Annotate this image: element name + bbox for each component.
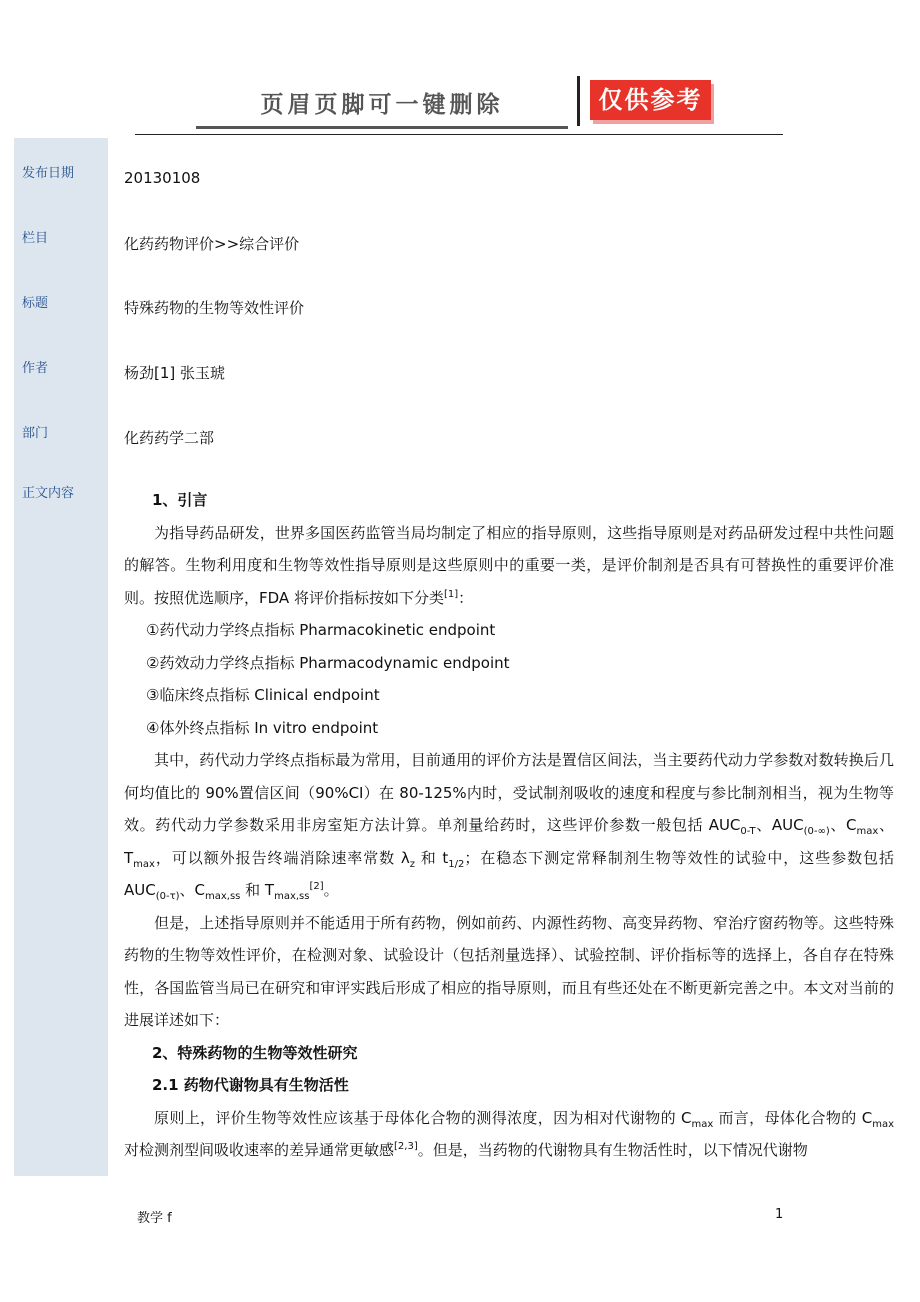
section-heading-2: 2、特殊药物的生物等效性研究 [152,1043,358,1062]
list-item: ①药代动力学终点指标 Pharmacokinetic endpoint [146,621,496,639]
field-value-title: 特殊药物的生物等效性评价 [124,299,305,317]
list-item: ②药效动力学终点指标 Pharmacodynamic endpoint [146,653,510,672]
list-item: ④体外终点指标 In vitro endpoint [146,718,379,737]
field-value-dept: 化药药学二部 [124,429,215,447]
field-label-body: 正文内容 [22,486,75,501]
article-body [124,484,894,1167]
field-label-author: 作者 [22,361,49,376]
paragraph-metabolites: 原则上，评价生物等效性应该基于母体化合物的测得浓度，因为相对代谢物的 $C_{max}$ 而言，母体化合物的 $C_{max}$ 对检测剂型间吸收速率的差异通常更敏感[2,3]。但是，当药物的代谢物具有生物活性时，以下情况代谢物 [124,1108,894,1159]
field-value-column: 化药药物评价>>综合评价 [124,235,300,253]
field-label-column: 栏目 [22,231,49,246]
reference-stamp: 仅供参考 [590,80,711,120]
field-value-author: 杨劲[1] 张玉琥 [124,364,226,382]
list-item: ③临床终点指标 Clinical endpoint [146,686,380,704]
paragraph-pk-parameters: 其中，药代动力学终点指标最为常用，目前通用的评价方法是置信区间法，当主要药代动力学参数对数转换后几何均值比的 90%置信区间（90%CI）在 80-125%内时，受试制剂吸收的速度和程度与参比制剂相当，视为生物等效。药代动力学参数采用非房室矩方法计算。单剂量给药时，这些评价参数一般包括 $AUC_{0-T}$、$AUC_{(0-\infty)}$、$C_{max}$、$T_{max}$，可以额外报告终端消除速率常数 $\lambda_z$ 和 $t_{1/2}$；在稳态下测定常释制剂生物等效性的试验中，这些参数包括 $AUC_{(0-\tau)}$、$C_{max,ss}$ 和 $T_{max,ss}[2]$。 [124,751,894,902]
field-label-dept: 部门 [22,426,49,441]
footer-text: 教学 f [137,1211,172,1226]
header-banner-title: 页眉页脚可一键删除 [196,86,568,129]
field-label-date: 发布日期 [22,166,75,181]
section-heading-2-1: 2.1 药物代谢物具有生物活性 [152,1076,349,1094]
header-rule [135,134,783,135]
page-number: 1 [775,1207,784,1222]
field-label-title: 标题 [22,296,49,311]
banner-divider [577,76,580,126]
section-heading-1: 1、引言 [152,491,208,509]
field-value-date: 20130108 [124,169,201,187]
paragraph-intro: 为指导药品研发，世界多国医药监管当局均制定了相应的指导原则，这些指导原则是对药品研发过程中共性问题的解答。生物利用度和生物等效性指导原则是这些原则中的重要一类，是评价制剂是否具有可替换性的重要评价准则。按照优选顺序，FDA 将评价指标按如下分类[1]： [124,523,894,607]
paragraph-special-drugs: 但是，上述指导原则并不能适用于所有药物，例如前药、内源性药物、高变异药物、窄治疗窗药物等。这些特殊药物的生物等效性评价，在检测对象、试验设计（包括剂量选择）、试验控制、评价指标等的选择上，各自存在特殊性，各国监管当局已在研究和审评实践后形成了相应的指导原则，而且有些还处在不断更新完善之中。本文对当前的进展详述如下： [124,913,894,1029]
